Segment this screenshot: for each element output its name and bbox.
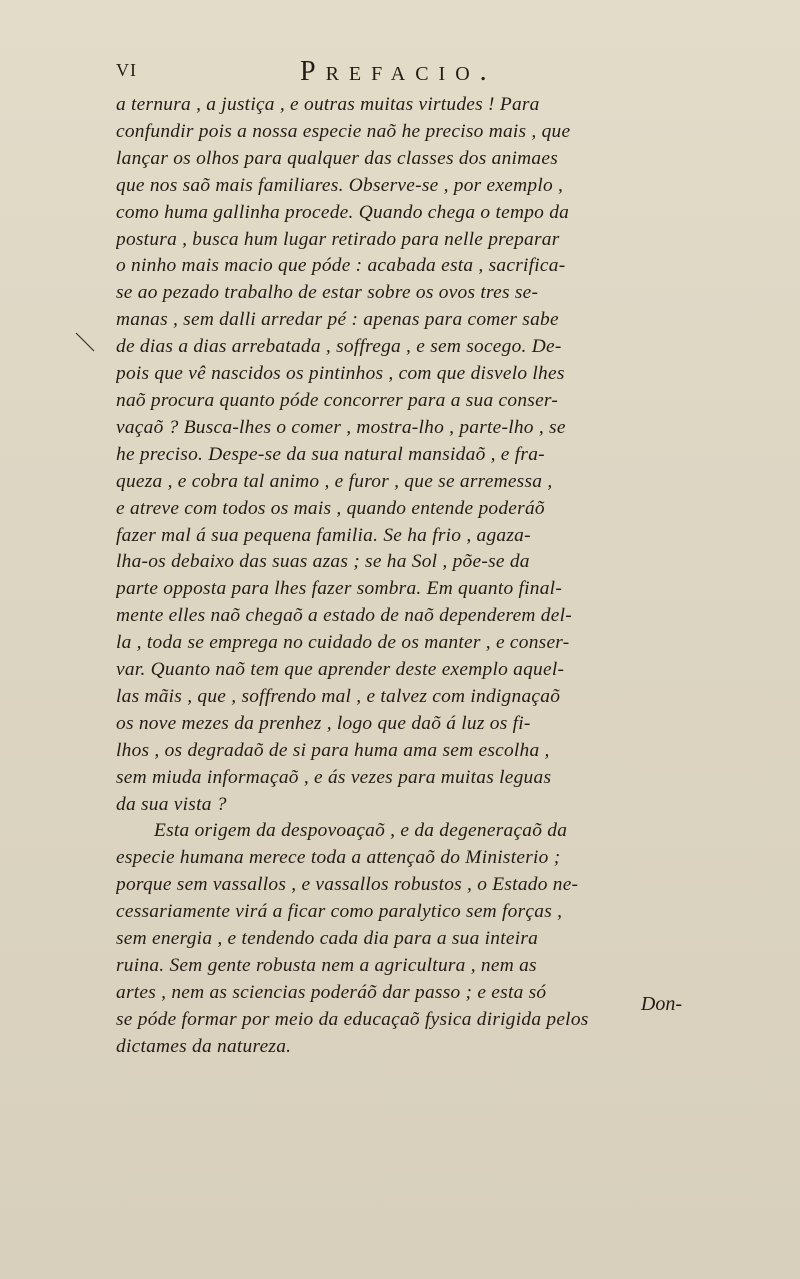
text-line: manas , sem dalli arredar pé : apenas para comer sabe: [116, 309, 559, 331]
text-line: lançar os olhos para qualquer das classes dos animaes: [116, 147, 559, 169]
text-line: fazer mal á sua pequena familia. Se ha frio , agaza-: [116, 524, 531, 546]
text-line: especie humana merece toda a attençaõ do Ministerio ;: [116, 847, 561, 869]
text-line: vaçaõ ? Busca-lhes o comer , mostra-lho , parte-lho , se: [116, 416, 566, 438]
catchword: Don-: [640, 993, 682, 1015]
text-line: como huma gallinha procede. Quando chega o tempo da: [116, 201, 570, 223]
text-line: sem miuda informaçaõ , e ás vezes para muitas leguas: [116, 766, 552, 788]
text-line: ruina. Sem gente robusta nem a agricultura , nem as: [116, 955, 537, 976]
text-line: he preciso. Despe-se da sua natural mansidaõ , e fra-: [116, 443, 545, 465]
text-line: sem energia , e tendendo cada dia para a sua inteira: [116, 928, 539, 950]
text-line: confundir pois a nossa especie naõ he preciso mais , que: [116, 120, 571, 142]
text-line: dictames da natureza.: [116, 1035, 292, 1057]
page-number: VI: [116, 60, 137, 80]
text-line: o ninho mais macio que póde : acabada esta , sacrifica-: [116, 255, 566, 277]
text-line: se ao pezado trabalho de estar sobre os ovos tres se-: [116, 282, 539, 304]
text-line: lhos , os degradaõ de si para huma ama sem escolha ,: [116, 739, 550, 761]
text-line: var. Quanto naõ tem que aprender deste exemplo aquel-: [116, 659, 565, 681]
text-line: las mãis , que , soffrendo mal , e talvez com indignaçaõ: [116, 685, 561, 707]
text-line: da sua vista ?: [116, 793, 227, 815]
text-line: se póde formar por meio da educaçaõ fysica dirigida pelos: [116, 1008, 589, 1030]
text-line: postura , busca hum lugar retirado para nelle preparar: [116, 228, 560, 250]
text-line: pois que vê nascidos os pintinhos , com que disvelo lhes: [116, 363, 565, 385]
running-head: Prefacio.: [300, 56, 497, 87]
text-line: naõ procura quanto póde concorrer para a sua conser-: [116, 389, 559, 411]
text-line: queza , e cobra tal animo , e furor , que se arremessa ,: [116, 470, 553, 492]
body-text: [116, 92, 688, 1061]
text-line: mente elles naõ chegaõ a estado de naõ dependerem del-: [116, 605, 572, 627]
text-line: cessariamente virá a ficar como paralytico sem forças ,: [116, 901, 563, 923]
text-line: artes , nem as sciencias poderáõ dar passo ; e esta só: [116, 981, 547, 1003]
margin-mark-icon: [74, 331, 96, 353]
text-line: porque sem vassallos , e vassallos robustos , o Estado ne-: [116, 874, 579, 896]
text-line: que nos saõ mais familiares. Observe-se , por exemplo ,: [116, 174, 564, 196]
text-line: os nove mezes da prenhez , logo que daõ á luz os fi-: [116, 712, 531, 734]
paragraph-start-line: Esta origem da despovoaçaõ , e da degeneraçaõ da: [154, 820, 568, 842]
text-line: e atreve com todos os mais , quando entende poderáõ: [116, 497, 545, 519]
text-line: de dias a dias arrebatada , soffrega , e sem socego. De-: [116, 336, 562, 358]
page-header: [116, 56, 684, 88]
text-line: lha-os debaixo das suas azas ; se ha Sol , põe-se da: [116, 551, 530, 573]
text-line: a ternura , a justiça , e outras muitas virtudes ! Para: [116, 94, 540, 115]
text-line: parte opposta para lhes fazer sombra. Em quanto final-: [116, 578, 563, 600]
text-line: la , toda se emprega no cuidado de os manter , e conser-: [116, 632, 570, 654]
